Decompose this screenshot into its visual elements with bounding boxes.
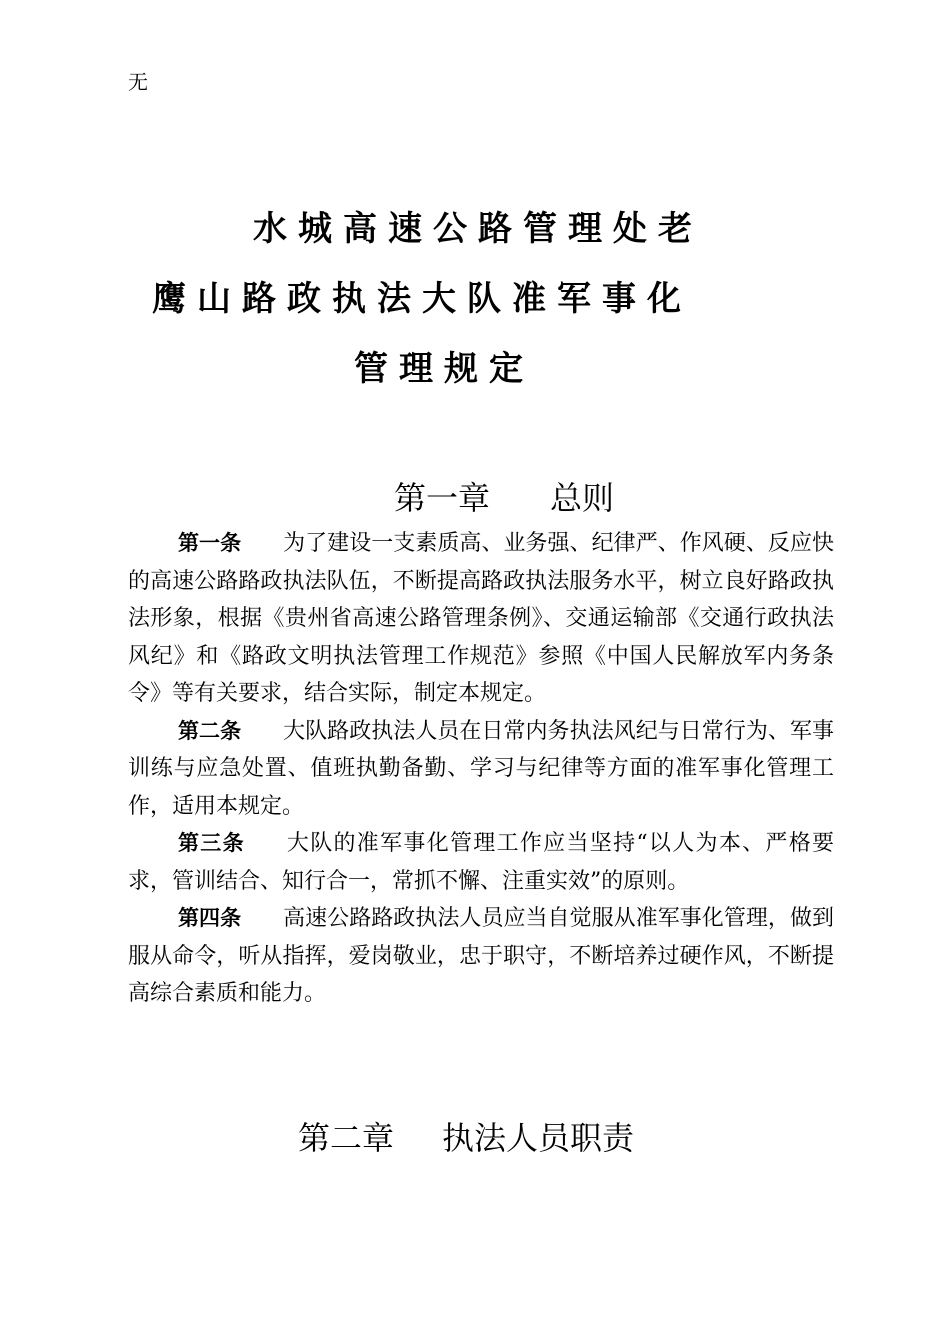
article-4 [128, 900, 834, 1013]
chapter-1-articles [128, 525, 834, 1013]
title-line-2: 鹰山路政执法大队准军事化 [152, 279, 692, 319]
article-2 [128, 713, 834, 826]
article-3-label: 第三条 [178, 831, 245, 855]
chapter-1-name: 总则 [550, 479, 615, 517]
article-1 [128, 525, 834, 713]
article-3-text: 大队的准军事化管理工作应当坚持“以人为本、严格要求，管训结合、知行合一，常抓不懈、注重实效”的原则。 [128, 831, 835, 894]
chapter-2-number: 第二章 [298, 1119, 395, 1157]
title-line-3: 管理规定 [354, 349, 534, 389]
article-1-label: 第一条 [178, 531, 242, 555]
article-2-text: 大队路政执法人员在日常内务执法风纪与日常行为、军事训练与应急处置、值班执勤备勤、学习与纪律等方面的准军事化管理工作，适用本规定。 [128, 718, 834, 819]
header-mark: 无 [128, 70, 148, 94]
chapter-1-number: 第一章 [394, 479, 491, 517]
title-line-1: 水城高速公路管理处老 [253, 209, 703, 249]
chapter-2-heading [298, 1116, 634, 1160]
article-4-label: 第四条 [178, 906, 242, 930]
article-3 [128, 825, 834, 900]
article-1-text: 为了建设一支素质高、业务强、纪律严、作风硬、反应快的高速公路路政执法队伍，不断提高路政执法服务水平，树立良好路政执法形象，根据《贵州省高速公路管理条例》、交通运输部《交通行政执法风纪》和《路政文明执法管理工作规范》参照《中国人民解放军内务条令》等有关要求，结合实际，制定本规定。 [128, 531, 834, 706]
chapter-2-name: 执法人员职责 [442, 1119, 635, 1157]
article-2-label: 第二条 [178, 718, 242, 743]
chapter-1-heading [394, 476, 614, 520]
article-4-text: 高速公路路政执法人员应当自觉服从准军事化管理，做到服从命令，听从指挥，爱岗敬业，忠于职守，不断培养过硬作风，不断提高综合素质和能力。 [128, 906, 834, 1006]
